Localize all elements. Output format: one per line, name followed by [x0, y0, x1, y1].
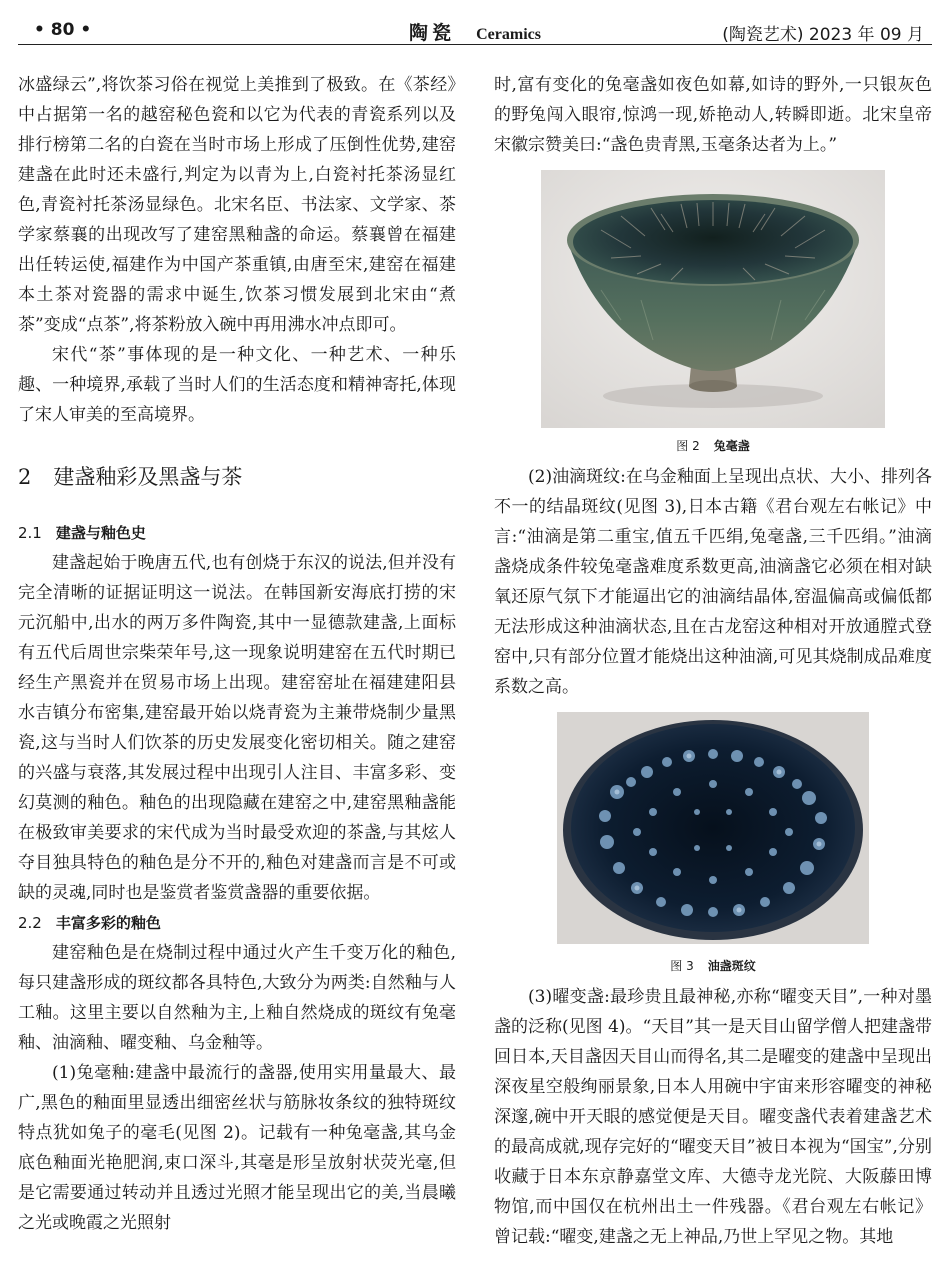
section-title: 建盏釉彩及黑盏与茶	[53, 465, 243, 489]
subsection-heading	[18, 908, 456, 938]
paragraph: 建盏起始于晚唐五代,也有创烧于东汉的说法,但并没有完全清晰的证据证明这一说法。在韩国新安海底打捞的宋元沉船中,出水的两万多件陶瓷,其中一显德款建盏,上面标有五代后周世宗柴荣年号,这一现象说明建窑在五代时期已经生产黑瓷并在贸易市场上出现。建窑窑址在福建建阳县水吉镇分布密集,建窑最开始以烧青瓷为主兼带烧制少量黑瓷,这与当时人们饮茶的历史发展变化密切相关。随之建窑的兴盛与衰落,其发展过程中出现引人注目、丰富多彩、变幻莫测的釉色。釉色的出现隐藏在建窑之中,建窑黑釉盏能在极致审美要求的宋代成为当时最受欢迎的茶盏,与其炫人夺目独具特色的釉色是分不开的,釉色对建盏而言是不可或缺的灵魂,同时也是鉴赏者鉴赏盏器的重要依据。	[18, 553, 456, 903]
issue-info: (陶瓷艺术) 2023 年 09 月	[722, 25, 924, 45]
journal-title-cn: 陶瓷	[409, 22, 456, 44]
paragraph: 时,富有变化的兔毫盏如夜色如幕,如诗的野外,一只银灰色的野兔闯入眼帘,惊鸿一现,娇艳动人,转瞬即逝。北宋皇帝宋徽宗赞美曰:“盏色贵青黑,玉毫条达者为上。”	[494, 75, 932, 155]
section-number: 2	[18, 465, 32, 489]
figure-title: 油盏斑纹	[707, 959, 756, 973]
figure-number: 图 3	[670, 959, 694, 973]
left-column	[18, 70, 456, 1238]
section-heading	[18, 462, 456, 492]
paragraph: 冰盛绿云”,将饮茶习俗在视觉上美推到了极致。在《茶经》中占据第一名的越窑秘色瓷和以它为代表的青瓷系列以及排行榜第二名的白瓷在当时市场上形成了压倒性优势,建窑建盏在此时还未盛行,判定为以青为上,白瓷衬托茶汤显红色,青瓷衬托茶汤显绿色。北宋名臣、书法家、文学家、茶学家蔡襄的出现改写了建窑黑釉盏的命运。蔡襄曾在福建出任转运使,福建作为中国产茶重镇,由唐至宋,建窑在福建本土茶对瓷器的需求中诞生,饮茶习惯发展到北宋由“煮茶”变成“点茶”,将茶粉放入碗中再用沸水冲点即可。	[18, 75, 456, 335]
paragraph: (3)曜变盏:最珍贵且最神秘,亦称“曜变天目”,一种对墨盏的泛称(见图 4)。“天目”其一是天目山留学僧人把建盏带回日本,天目盏因天目山而得名,其二是曜变的建盏中呈现出深夜星空般绚丽景象,日本人用碗中宇宙来形容曜变的神秘深邃,碗中开天眼的感觉便是天目。曜变盏代表着建盏艺术的最高成就,现存完好的“曜变天目”被日本视为“国宝”,分别收藏于日本东京静嘉堂文库、大德寺龙光院、大阪藤田博物馆,而中国仅在杭州出土一件残器。《君台观左右帐记》曾记载:“曜变,建盏之无上神品,乃世上罕见之物。其地	[494, 987, 932, 1247]
running-header	[18, 14, 932, 48]
figure-3	[494, 712, 932, 976]
subsection-heading	[18, 518, 456, 548]
figure-caption	[494, 436, 932, 456]
figure-caption	[494, 956, 932, 976]
header-rule	[18, 44, 932, 45]
oil-spot-bowl-image	[557, 712, 869, 944]
subsection-title: 丰富多彩的釉色	[55, 914, 161, 932]
subsection-number: 2.1	[18, 524, 42, 542]
paragraph: (1)兔毫釉:建盏中最流行的盏器,使用实用量最大、最广,黑色的釉面里显透出细密丝状与筋脉妆条纹的独特斑纹特点犹如兔子的毫毛(见图 2)。记载有一种兔毫盏,其乌金底色釉面光艳肥润,束口深斗,其毫是形呈放射状荧光毫,但是它需要通过转动并且透过光照才能呈现出它的美,当晨曦之光或晚霞之光照射	[18, 1063, 456, 1233]
hare-fur-bowl-image	[541, 170, 885, 428]
right-column	[494, 70, 932, 1252]
page-number: • 80 •	[34, 20, 92, 40]
figure-2	[494, 170, 932, 456]
paragraph: (2)油滴斑纹:在乌金釉面上呈现出点状、大小、排列各不一的结晶斑纹(见图 3),日本古籍《君台观左右帐记》中言:“油滴是第二重宝,值五千匹绢,兔毫盏,三千匹绢。”油滴盏烧成条件较兔毫盏难度系数更高,油滴盏它必须在相对缺氧还原气氛下才能逼出它的油滴结晶体,窑温偏高或偏低都无法形成这种油滴状态,且在古龙窑这种相对开放通膛式登窑中,只有部分位置才能烧出这种油滴,可见其烧制成品难度系数之高。	[494, 467, 932, 697]
paragraph: 宋代“茶”事体现的是一种文化、一种艺术、一种乐趣、一种境界,承载了当时人们的生活态度和精神寄托,体现了宋人审美的至高境界。	[18, 345, 456, 425]
figure-title: 兔毫盏	[713, 439, 750, 453]
subsection-number: 2.2	[18, 914, 42, 932]
journal-title-en: Ceramics	[476, 26, 541, 43]
figure-number: 图 2	[676, 439, 700, 453]
paragraph: 建窑釉色是在烧制过程中通过火产生千变万化的釉色,每只建盏形成的斑纹都各具特色,大致分为两类:自然釉与人工釉。这里主要以自然釉为主,上釉自然烧成的斑纹有兔毫釉、油滴釉、曜变釉、乌金釉等。	[18, 943, 456, 1053]
subsection-title: 建盏与釉色史	[55, 524, 146, 542]
